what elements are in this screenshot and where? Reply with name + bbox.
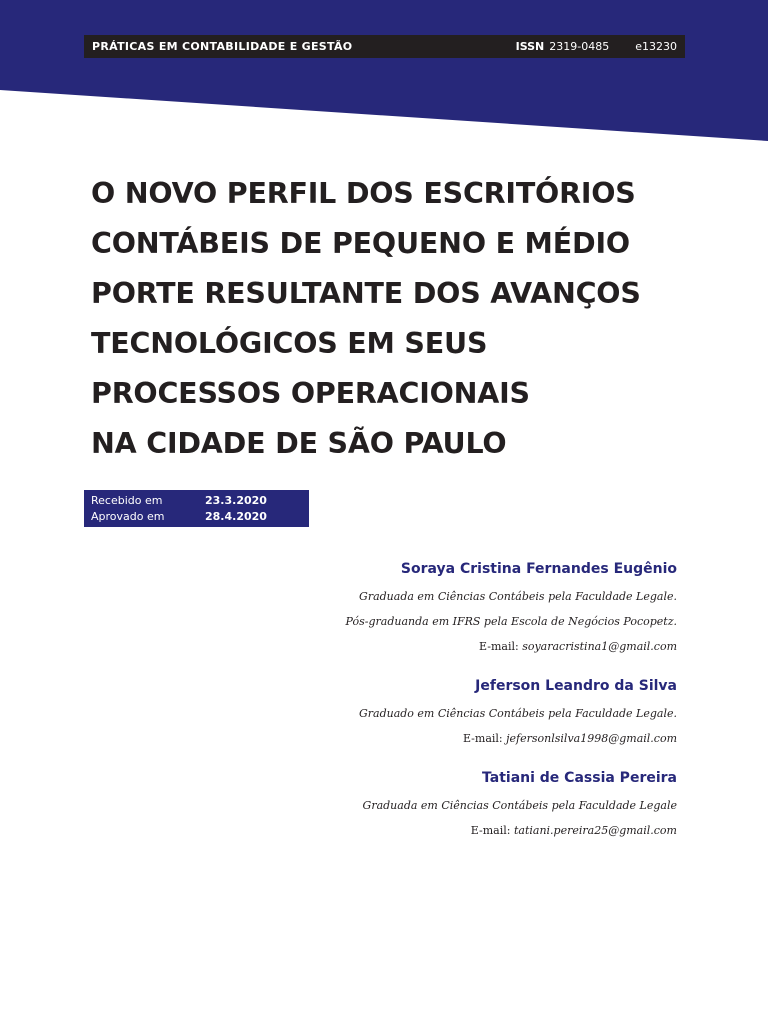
author-email[interactable]: jefersonlsilva1998@gmail.com xyxy=(506,732,677,745)
email-prefix: E-mail: xyxy=(470,824,511,837)
title-line: NA CIDADE DE SÃO PAULO xyxy=(91,427,507,460)
author-affiliation: Graduada em Ciências Contábeis pela Faculdade Legale. xyxy=(359,590,677,603)
title-line: PORTE RESULTANTE DOS AVANÇOS xyxy=(91,277,641,310)
title-line: PROCESSOS OPERACIONAIS xyxy=(91,377,530,410)
issn-number: 2319-0485 xyxy=(549,40,610,53)
issn-group xyxy=(516,40,677,53)
authors-list xyxy=(217,558,677,859)
author-email[interactable]: tatiani.pereira25@gmail.com xyxy=(513,824,677,837)
received-label: Recebido em xyxy=(91,493,163,507)
title-line: O NOVO PERFIL DOS ESCRITÓRIOS xyxy=(91,177,636,210)
author-block xyxy=(217,767,677,843)
title-line: CONTÁBEIS DE PEQUENO E MÉDIO xyxy=(91,227,630,260)
article-title xyxy=(91,169,711,469)
dates-box xyxy=(84,490,309,527)
author-email-line xyxy=(217,818,677,843)
author-affiliation: Pós-graduanda em IFRS pela Escola de Negócios Pocopetz. xyxy=(345,615,677,628)
author-name: Jeferson Leandro da Silva xyxy=(475,678,677,694)
author-name: Soraya Cristina Fernandes Eugênio xyxy=(400,561,677,577)
issn-label: ISSN xyxy=(515,40,545,53)
approved-row xyxy=(91,508,302,524)
journal-bar xyxy=(84,35,685,58)
received-row xyxy=(91,492,302,508)
author-block xyxy=(217,675,677,751)
author-name: Tatiani de Cassia Pereira xyxy=(482,770,677,786)
author-block xyxy=(217,558,677,659)
author-affiliation: Graduado em Ciências Contábeis pela Faculdade Legale. xyxy=(358,707,677,720)
title-line: TECNOLÓGICOS EM SEUS xyxy=(91,327,488,360)
article-id: e13230 xyxy=(635,40,677,53)
approved-date: 28.4.2020 xyxy=(205,509,267,523)
author-affiliation: Graduada em Ciências Contábeis pela Faculdade Legale xyxy=(362,799,677,812)
received-date: 23.3.2020 xyxy=(205,493,267,507)
author-email-line xyxy=(217,726,677,751)
author-email[interactable]: soyaracristina1@gmail.com xyxy=(522,640,677,653)
header-banner xyxy=(0,0,768,150)
email-prefix: E-mail: xyxy=(479,640,519,653)
approved-label: Aprovado em xyxy=(91,509,165,523)
email-prefix: E-mail: xyxy=(462,732,503,745)
author-email-line xyxy=(217,634,677,659)
journal-name: PRÁTICAS EM CONTABILIDADE E GESTÃO xyxy=(92,40,353,53)
